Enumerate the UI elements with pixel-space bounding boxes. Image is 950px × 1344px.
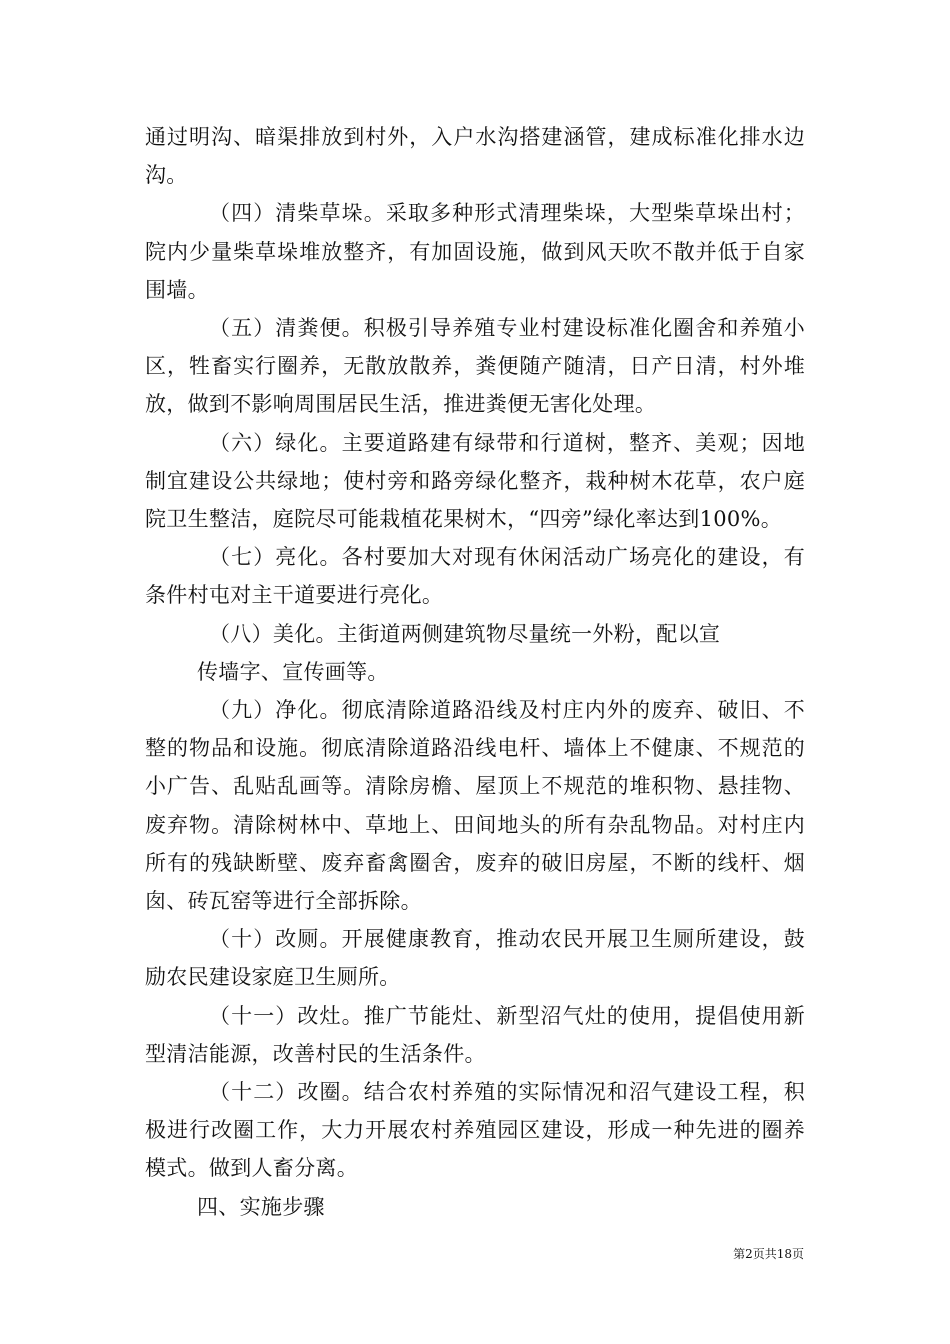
paragraph-beautification-continued: 传墙字、宣传画等。 — [197, 659, 389, 684]
paragraph-pen-reform: （十二）改圈。结合农村养殖的实际情况和沼气建设工程，积极进行改圈工作，大力开展农村养殖园区建设，形成一种先进的圈养模式。做到人畜分离。 — [145, 1080, 805, 1181]
paragraph-stove-reform: （十一）改灶。推广节能灶、新型沼气灶的使用，提倡使用新型清洁能源，改善村民的生活条件。 — [145, 1003, 805, 1066]
paragraph-clear-haystacks: （四）清柴草垛。采取多种形式清理柴垛，大型柴草垛出村；院内少量柴草垛堆放整齐，有加固设施，做到风天吹不散并低于自家围墙。 — [145, 201, 805, 302]
section-heading: 四、实施步骤 — [197, 1194, 325, 1219]
paragraph-lighting: （七）亮化。各村要加大对现有休闲活动广场亮化的建设，有条件村屯对主干道要进行亮化。 — [145, 545, 805, 608]
paragraph-purification: （九）净化。彻底清除道路沿线及村庄内外的废弃、破旧、不整的物品和设施。彻底清除道路沿线电杆、墙体上不健康、不规范的小广告、乱贴乱画等。清除房檐、屋顶上不规范的堆积物、悬挂物、废弃物。清除树林中、草地上、田间地头的所有杂乱物品。对村庄内所有的残缺断壁、废弃畜禽圈舍，废弃的破旧房屋，不断的线杆、烟囱、砖瓦窑等进行全部拆除。 — [145, 698, 805, 914]
document-body — [145, 118, 805, 1226]
page-number: 第2页共18页 — [733, 1247, 804, 1261]
paragraph-toilet-reform: （十）改厕。开展健康教育，推动农民开展卫生厕所建设，鼓励农民建设家庭卫生厕所。 — [145, 927, 805, 990]
paragraph-greening: （六）绿化。主要道路建有绿带和行道树，整齐、美观；因地制宜建设公共绿地；使村旁和路旁绿化整齐，栽种树木花草，农户庭院卫生整洁，庭院尽可能栽植花果树木，“四旁”绿化率达到100%。 — [145, 430, 805, 532]
paragraph-clear-manure: （五）清粪便。积极引导养殖专业村建设标准化圈舍和养殖小区，牲畜实行圈养，无散放散养，粪便随产随清，日产日清，村外堆放，做到不影响周围居民生活，推进粪便无害化处理。 — [145, 316, 805, 417]
paragraph-beautification: （八）美化。主街道两侧建筑物尽量统一外粉，配以宣 — [209, 621, 721, 646]
paragraph-drainage-continued: 通过明沟、暗渠排放到村外，入户水沟搭建涵管，建成标准化排水边沟。 — [145, 125, 805, 188]
